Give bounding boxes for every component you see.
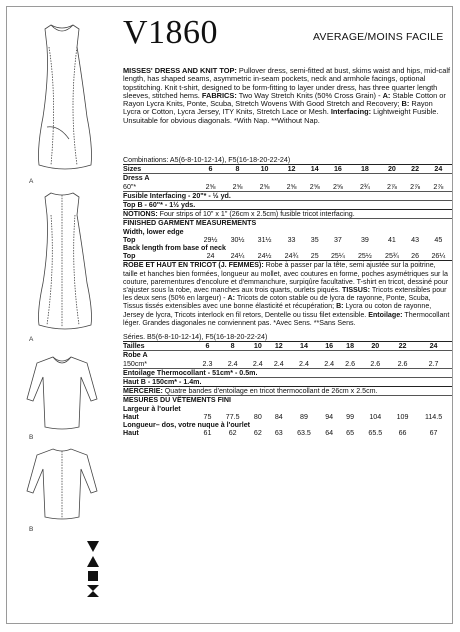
measure-cell: 33 (287, 235, 296, 244)
yardage-chart (123, 136, 452, 438)
top-label: Top (123, 252, 136, 261)
largeur-title: Largeur à l'ourlet (123, 404, 181, 413)
measure-cell: 30½ (230, 235, 245, 244)
mercerie-text: Quatre bandes d'entoilage en tricot thermocollant de 26cm x 2.5cm. (162, 387, 378, 396)
tissus-label: TISSUS: (342, 286, 370, 295)
haut-width-row (123, 413, 452, 421)
measure-cell: 104 (369, 412, 382, 421)
sketch-label-b-1: B (29, 434, 34, 441)
measure-cell: 41 (387, 235, 396, 244)
size-cell: 8 (230, 342, 235, 351)
measure-cell: 77.5 (225, 412, 240, 421)
size-cell: 14 (310, 165, 319, 174)
yardage-cell: 2.4 (273, 359, 284, 368)
measure-cell: 24¼ (230, 252, 245, 261)
measure-cell: 62 (228, 429, 237, 438)
measure-cell: 24 (206, 252, 215, 261)
width-top-row (123, 236, 452, 244)
longueur-title: Longueur– dos, votre nuque à l'ourlet (123, 421, 251, 430)
fabrics-text: Two Way Stretch Knits (50% Cross Grain) - (236, 90, 383, 100)
size-cell: 18 (360, 165, 369, 174)
fabric-a-label: A: (382, 90, 391, 100)
pattern-envelope-back (6, 6, 453, 624)
measure-cell: 61 (203, 429, 212, 438)
size-cell: 16 (333, 165, 342, 174)
interfacing-label: Interfacing: (330, 107, 372, 117)
haut-b-text: Haut B - 150cm* - 1.4m. (123, 378, 202, 387)
measure-cell: 25¾ (385, 252, 399, 261)
dress-a-label: Dress A (123, 174, 150, 183)
yardage-cell: 2.6 (370, 359, 381, 368)
notions-label: NOTIONS: (123, 210, 158, 219)
interfacing-text: Lightweight Fusible. Unsuitable for obvious diagonals. *With Nap. **Without Nap. (123, 107, 439, 125)
combinations-line: Combinations: A5(6-8-10-12-14), F5(16-18-20-22-24) (123, 156, 291, 164)
yardage-cell: 2⅞ (433, 182, 444, 191)
fusible-interfacing-text: Fusible Interfacing - 20"* - ½ yd. (123, 191, 231, 200)
entoilage-thermocollant-text: Entoilage Thermocollant - 51cm* - 0.5m. (123, 368, 258, 377)
fabrics-label: FABRICS: (201, 90, 237, 100)
yardage-cell: 2.6 (397, 359, 408, 368)
notions-row (123, 210, 452, 219)
measure-cell: 29½ (203, 235, 218, 244)
yardage-cell: 2.4 (324, 359, 335, 368)
finished-measurements-title: FINISHED GARMENT MEASUREMENTS (123, 219, 257, 228)
fabric-b-text: Rayon Lycra or Cotton, Lycra Jersey, ITY Knits, Stretch Lace or Mesh. (123, 99, 433, 117)
triangle-down-icon (87, 541, 99, 552)
size-cell: 10 (253, 342, 262, 351)
measure-cell: 31½ (257, 235, 272, 244)
yardage-cell: 2.7 (428, 359, 439, 368)
measure-cell: 24¾ (284, 252, 299, 261)
measure-cell: 63.5 (297, 429, 311, 438)
tissus-text: Tricots extensibles pour les deux sens (50% en largeur) - (123, 286, 447, 303)
robe-a-row (123, 360, 452, 369)
yardage-cell: 2⅝ (332, 182, 343, 191)
size-cell: 22 (411, 165, 420, 174)
sketch-label-a-1: A (29, 178, 34, 185)
measure-cell: 75 (203, 412, 212, 421)
triangle-up-icon (87, 556, 99, 567)
measure-cell: 94 (325, 412, 334, 421)
top-b-front-sketch (27, 357, 97, 429)
measure-cell: 84 (274, 412, 283, 421)
garment-sketches (7, 7, 119, 625)
notions-text: Four strips of 10" x 1" (26cm x 2.5cm) fusible tricot interfacing. (157, 210, 355, 219)
sketch-label-a-2: A (29, 336, 34, 343)
yardage-cell: 2⅝ (232, 182, 243, 191)
entoilage-row (123, 368, 452, 377)
measure-cell: 25¼ (330, 252, 345, 261)
top-b-back-sketch (27, 449, 97, 519)
description-fr-body: Robe à passer par la tête, semi ajustée sur la poitrine, taille et hanches bien formées, longueur au mollet, avec coutures en forme, poches asymétriques sur la couture, parementures d'encolure et d'emmanchure, surpiqûre facultative. T-shirt en tricot, dessiné pour s'ajuster sous la robe, avec manches aux trois quarts, ourlets piqués. (123, 261, 449, 295)
dress-a-title-row (123, 174, 452, 183)
sizes-table-french (123, 341, 452, 437)
yardage-cell: 2.6 (345, 359, 356, 368)
fabric-width-label: 150cm* (123, 359, 148, 368)
measure-cell: 39 (360, 235, 369, 244)
sizes-header-row (123, 165, 452, 174)
yardage-cell: 2⅝ (259, 182, 270, 191)
description-fr-title: ROBE ET HAUT EN TRICOT (J. FEMMES): (123, 261, 264, 270)
measure-cell: 26 (411, 252, 420, 261)
fusible-interfacing-row (123, 191, 452, 200)
robe-a-title-row (123, 351, 452, 360)
finished-fr-title-row (123, 396, 452, 405)
fabric-a-text: Stable Cotton or Rayon Lycra Knits, Ponte, Scuba, Stretch Wovens With Good Stretch and Recovery; (123, 90, 446, 109)
tailles-header-row (123, 342, 452, 351)
description-french (123, 260, 452, 327)
mercerie-label: MERCERIE: (123, 387, 163, 396)
measure-cell: 37 (333, 235, 342, 244)
robe-a-label: Robe A (123, 351, 148, 360)
top-label: Top (123, 235, 136, 244)
haut-b-row (123, 378, 452, 387)
entoilage-text: Thermocollant léger. Grandes diagonales ne conviennent pas. *Avec Sens. **Sans Sens. (123, 310, 450, 327)
measure-cell: 24½ (257, 252, 272, 261)
measure-cell: 35 (310, 235, 319, 244)
finished-fr-title: MESURES DU VÊTEMENTS FINI (123, 396, 231, 405)
haut-label: Haut (123, 429, 139, 438)
measure-cell: 43 (411, 235, 420, 244)
hourglass-icon (87, 585, 99, 597)
measure-cell: 26¼ (431, 252, 446, 261)
series-line: Séries. B5(6-8-10-12-14), F5(16-18-20-22-24) (123, 333, 268, 342)
yardage-cell: 2.4 (252, 359, 263, 368)
haut-back-row (123, 429, 452, 437)
size-cell: 6 (205, 342, 210, 351)
yardage-cell: 2⅝ (205, 182, 216, 191)
yardage-cell: 2⅞ (386, 182, 397, 191)
tissu-b-label: B: (336, 302, 344, 311)
tissu-a-label: A: (227, 294, 235, 303)
size-cell: 6 (208, 165, 213, 174)
difficulty-label: AVERAGE/MOINS FACILE (313, 31, 444, 43)
entoilage-label: Entoilage: (368, 310, 403, 319)
mercerie-row (123, 387, 452, 396)
haut-label: Haut (123, 412, 139, 421)
measure-cell: 99 (346, 412, 355, 421)
size-cell: 14 (300, 342, 308, 351)
size-cell: 24 (434, 165, 443, 174)
yardage-cell: 2⅝ (286, 182, 297, 191)
measure-cell: 25½ (357, 252, 372, 261)
width-lower-edge-title: Width, lower edge (123, 227, 184, 236)
measure-cell: 62 (253, 429, 262, 438)
size-cell: 18 (346, 342, 355, 351)
description-english (123, 67, 452, 125)
size-cell: 24 (429, 342, 438, 351)
dress-a-back-sketch (39, 193, 92, 329)
square-icon (88, 571, 98, 581)
size-cell: 12 (274, 342, 283, 351)
yardage-cell: 2⅝ (309, 182, 320, 191)
measure-cell: 65.5 (368, 429, 383, 438)
sizes-label: Sizes (123, 165, 142, 174)
fabric-width-label: 60"* (123, 182, 137, 191)
measure-cell: 63 (274, 429, 283, 438)
pattern-number: V1860 (123, 14, 219, 51)
measure-cell: 67 (429, 429, 438, 438)
measure-cell: 66 (398, 429, 407, 438)
top-b-text: Top B - 60"* - 1½ yds. (123, 201, 196, 210)
dress-a-front-sketch (39, 25, 92, 169)
measure-cell: 45 (434, 235, 443, 244)
width-title-row (123, 228, 452, 236)
back-top-row (123, 252, 452, 260)
back-length-title: Back length from base of neck (123, 244, 226, 253)
longueur-title-row (123, 421, 452, 429)
measure-cell: 114.5 (424, 412, 443, 421)
tissu-b-text: Lycra ou coton de rayonne, Jersey de lycra, Tricots interlock en fil retors, Dentelle ou tissu filet extensible. (123, 302, 432, 319)
yardage-cell: 2⅞ (410, 182, 421, 191)
fabric-b-label: B: (401, 99, 410, 109)
pattern-symbols (87, 541, 99, 597)
size-cell: 16 (325, 342, 334, 351)
size-cell: 20 (371, 342, 380, 351)
size-cell: 10 (260, 165, 269, 174)
back-title-row (123, 244, 452, 252)
yardage-cell: 2¾ (359, 182, 370, 191)
measure-cell: 89 (300, 412, 308, 421)
top-b-row (123, 201, 452, 210)
measure-cell: 64 (325, 429, 334, 438)
measure-cell: 109 (396, 412, 409, 421)
measure-cell: 25 (310, 252, 319, 261)
tailles-label: Tailles (123, 342, 145, 351)
yardage-cell: 2.4 (299, 359, 309, 368)
finished-title-row (123, 219, 452, 228)
size-cell: 12 (287, 165, 296, 174)
yardage-cell: 2.3 (202, 359, 213, 368)
largeur-title-row (123, 405, 452, 413)
size-cell: 8 (235, 165, 240, 174)
tissu-a-text: Tricots de coton stable ou de lycra de rayonne, Ponte, Scuba, Tissus tissés extensibles avec une bonne élasticité et récupération; (123, 294, 431, 311)
size-cell: 20 (387, 165, 396, 174)
sizes-table-english (123, 164, 452, 260)
measure-cell: 65 (346, 429, 355, 438)
yardage-cell: 2.4 (227, 359, 238, 368)
measure-cell: 80 (253, 412, 262, 421)
dress-a-row (123, 183, 452, 192)
size-cell: 22 (398, 342, 407, 351)
description-title: MISSES' DRESS AND KNIT TOP: (123, 66, 237, 75)
description-body: Pullover dress, semi-fitted at bust, skims waist and hips, mid-calf length, has shaped seams, asymmetric in-seam pockets, neck and armhole facings, optional topstitching. Knit t-shirt, designed to be form-fitting to layer under dress, has three quarter length sleeves, stitched hems. (123, 66, 451, 100)
sketch-label-b-2: B (29, 526, 34, 533)
